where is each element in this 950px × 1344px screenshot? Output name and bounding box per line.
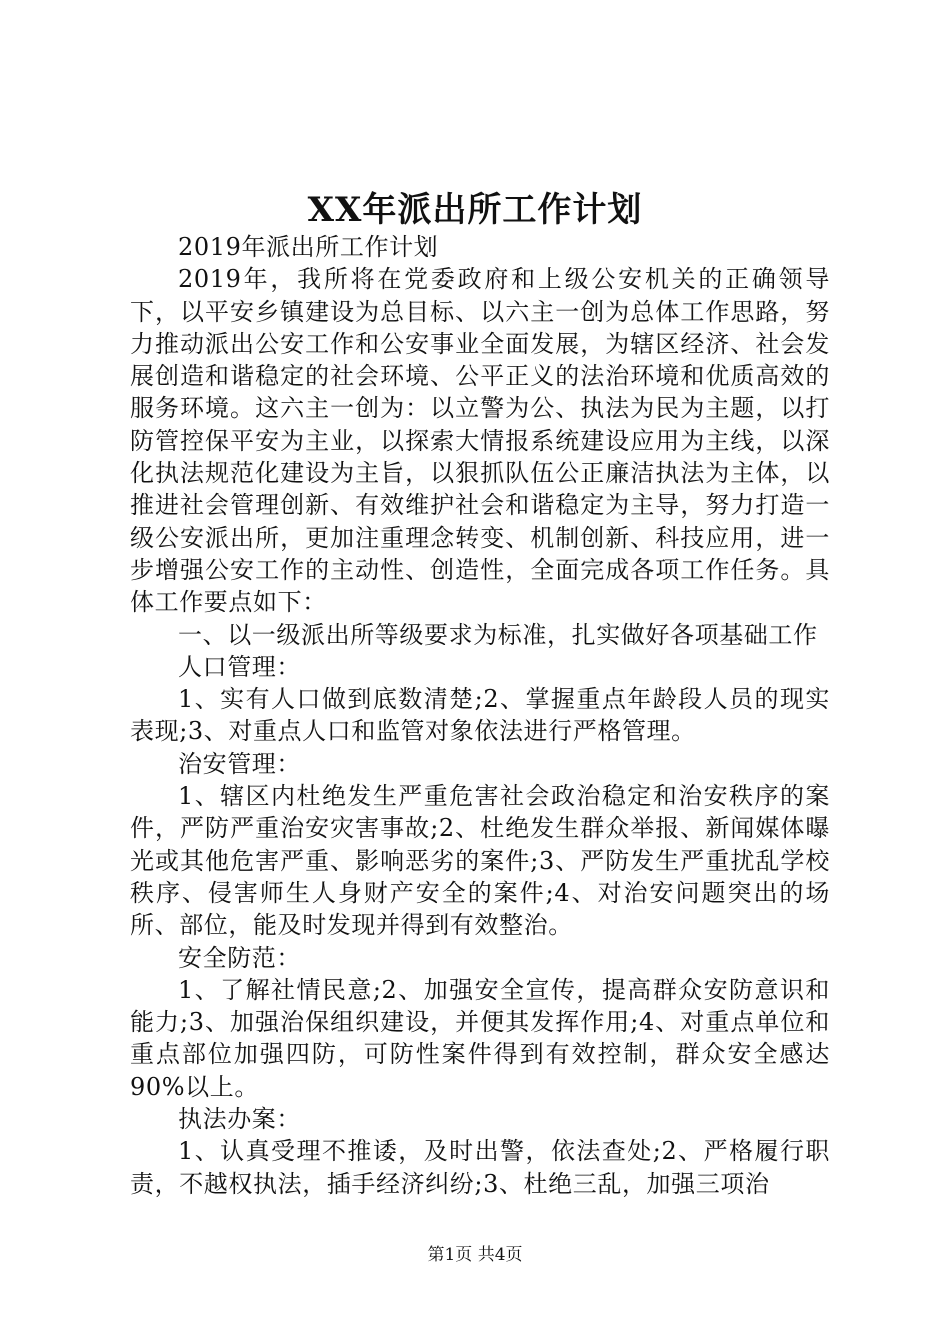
- document-body: [130, 231, 830, 1200]
- subheading-population-management: 人口管理：: [178, 652, 301, 681]
- document-subtitle: 2019年派出所工作计划: [178, 233, 439, 261]
- subheading-safety-prevention: 安全防范：: [178, 943, 301, 972]
- paragraph-intro: 2019年，我所将在党委政府和上级公安机关的正确领导下，以平安乡镇建设为总目标、以六主一创为总体工作思路，努力推动派出公安工作和公安事业全面发展，为辖区经济、社会发展创造和谐稳定的社会环境、公平正义的法治环境和优质高效的服务环境。这六主一创为：以立警为公、执法为民为主题，以打防管控保平安为主业，以探索大情报系统建设应用为主线，以深化执法规范化建设为主旨，以狠抓队伍公正廉洁执法为主体，以推进社会管理创新、有效维护社会和谐稳定为主导，努力打造一级公安派出所，更加注重理念转变、机制创新、科技应用，进一步增强公安工作的主动性、创造性，全面完成各项工作任务。具体工作要点如下：: [130, 265, 830, 617]
- paragraph-law-enforcement: 1、认真受理不推诿，及时出警，依法查处;2、严格履行职责，不越权执法，插手经济纠纷;3、杜绝三乱，加强三项治: [130, 1137, 830, 1198]
- paragraph-population-management: 1、实有人口做到底数清楚;2、掌握重点年龄段人员的现实表现;3、对重点人口和监管对象依法进行严格管理。: [130, 685, 830, 746]
- subheading-public-security: 治安管理：: [178, 749, 301, 778]
- page-number-footer: 第1页 共4页: [427, 1245, 523, 1265]
- paragraph-safety-prevention: 1、了解社情民意;2、加强安全宣传，提高群众安防意识和能力;3、加强治保组织建设，并便其发挥作用;4、对重点单位和重点部位加强四防，可防性案件得到有效控制，群众安全感达90%以上。: [130, 975, 830, 1101]
- section-heading-basic-work: 一、以一级派出所等级要求为标准，扎实做好各项基础工作: [178, 620, 818, 649]
- paragraph-public-security: 1、辖区内杜绝发生严重危害社会政治稳定和治安秩序的案件，严防严重治安灾害事故;2、杜绝发生群众举报、新闻媒体曝光或其他危害严重、影响恶劣的案件;3、严防发生严重扰乱学校秩序、侵害师生人身财产安全的案件;4、对治安问题突出的场所、部位，能及时发现并得到有效整治。: [130, 782, 830, 940]
- subheading-law-enforcement: 执法办案：: [178, 1105, 301, 1134]
- document-title: XX年派出所工作计划: [307, 190, 643, 230]
